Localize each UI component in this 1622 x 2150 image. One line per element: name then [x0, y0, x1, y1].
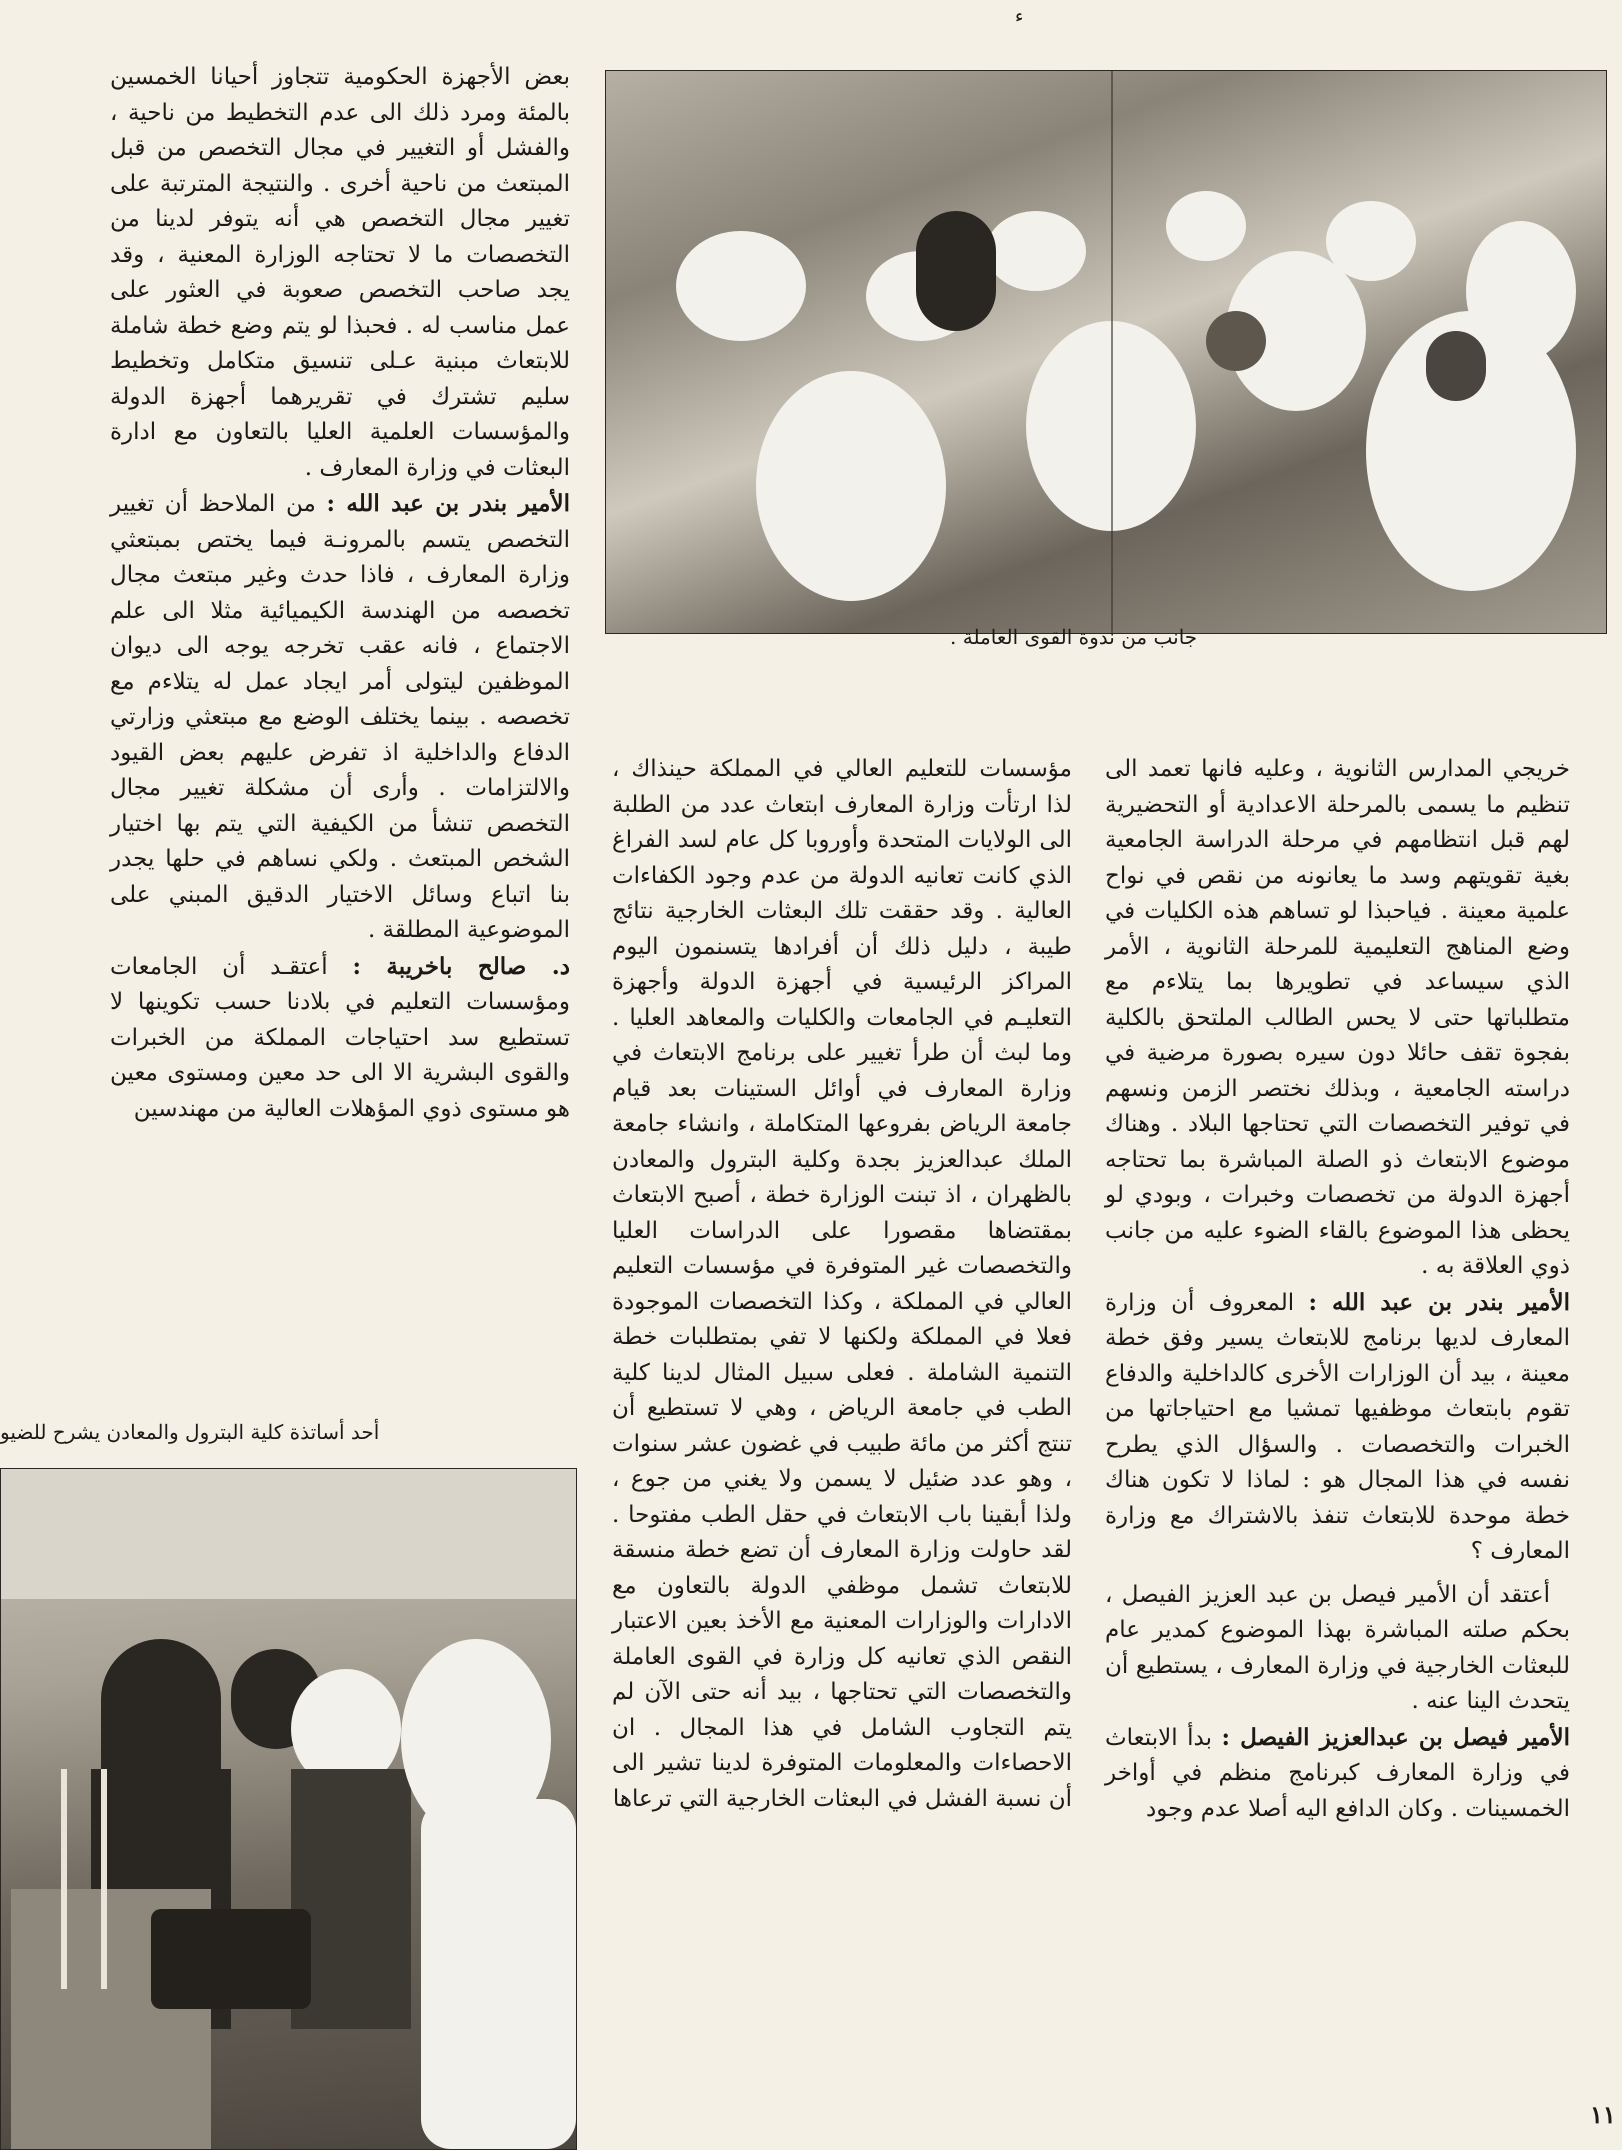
speech-text: بدأ الابتعاث في وزارة المعارف كبرنامج منظم في أواخر الخمسينات . وكان الدافع اليه أصلا عدم وجود	[1105, 1724, 1570, 1822]
lab-photo-caption: أحد أساتذة كلية البترول والمعادن يشرح للضيو	[0, 1420, 380, 1444]
article-column-middle	[612, 752, 1072, 1817]
speaker-name: الأمير بندر بن عبد الله :	[326, 490, 571, 517]
speech-text: أعتقـد أن الجامعات ومؤسسات التعليم في بلادنا حسب تكوينها لا تستطيع سد احتياجات المملكة من الخبرات والقوى البشرية الا الى حد معين ومستوى معين هو مستوى ذوي المؤهلات العالية من مهندسين	[110, 953, 570, 1122]
seminar-photo	[605, 70, 1607, 634]
speaker-paragraph	[1105, 1720, 1570, 1828]
speaker-name: د. صالح باخريبة :	[352, 952, 570, 980]
speaker-paragraph	[110, 486, 570, 949]
seminar-photo-caption: جانب من ندوة القوى العاملة .	[950, 625, 1198, 649]
speech-text: من الملاحظ أن تغيير التخصص يتسم بالمرونـة فيما يختص بمبتعثي وزارة المعارف ، فاذا حدث وغير مبتعث مجال تخصصه من الهندسة الكيميائية مثلا الى علم الاجتماع ، فانه عقب تخرجه يوجه الى ديوان الموظفين ليتولى أمر ايجاد عمل له يتلاءم مع تخصصه . بينما يختلف الوضع مع مبتعثي وزارتي الدفاع والداخلية اذ تفرض عليهم بعض القيود والالتزامات . وأرى أن مشكلة تغيير مجال التخصص تنشأ من الكيفية التي يتم بها اختيار الشخص المبتعث . ولكي نساهم في حلها يجدر بنا اتباع وسائل الاختيار الدقيق المبني على الموضوعية المطلقة .	[110, 491, 570, 943]
article-column-upper-left	[110, 60, 570, 1127]
lab-photo	[0, 1468, 577, 2150]
paragraph: أعتقد أن الأمير فيصل بن عبد العزيز الفيصل ، بحكم صلته المباشرة بهذا الموضوع كمدير عام للبعثات الخارجية في وزارة المعارف ، يستطيع أن يتحدث الينا عنه .	[1105, 1581, 1570, 1714]
page-number: ١١	[1590, 2100, 1616, 2129]
paragraph: خريجي المدارس الثانوية ، وعليه فانها تعمد الى تنظيم ما يسمى بالمرحلة الاعدادية أو التحضيرية لهم قبل انتظامهم في مرحلة الدراسة الجامعية بغية تقويتهم وسد ما يعانونه من نقص في نواح علمية معينة . فياحبذا لو تساهم هذه الكليات في وضع المناهج التعليمية للمرحلة الثانوية ، الأمر الذي سيساعد في تطويرها بما يتلاءم مع متطلباتها حتى لا يحس الطالب الملتحق بالكلية بفجوة تقف حائلا دون سيره بصورة مرضية في دراسته الجامعية ، وبذلك نختصر الزمن ونسهم في توفير التخصصات التي تحتاجها البلاد . وهناك موضوع الابتعاث ذو الصلة المباشرة بما تحتاجه أجهزة الدولة من تخصصات وخبرات ، وبودي لو يحظى هذا الموضوع بالقاء الضوء عليه من جانب ذوي العلاقة به .	[1105, 756, 1570, 1279]
article-column-right	[1105, 752, 1570, 1827]
paragraph: بعض الأجهزة الحكومية تتجاوز أحيانا الخمسين بالمئة ومرد ذلك الى عدم التخطيط من ناحية ، والفشل أو التغيير في مجال التخصص من قبل المبتعث من ناحية أخرى . والنتيجة المترتبة على تغيير مجال التخصص هي أنه يتوفر لدينا من التخصصات ما لا تحتاجه الوزارة المعنية ، وقد يجد صاحب التخصص صعوبة في العثور على عمل مناسب له . فحبذا لو يتم وضع خطة شاملة للابتعاث مبنية عـلى تنسيق متكامل وتخطيط سليم تشترك في تقريرهما أجهزة الدولة والمؤسسات العلمية العليا بالتعاون مع ادارة البعثات في وزارة المعارف .	[110, 64, 570, 481]
speaker-name: الأمير فيصل بن عبدالعزيز الفيصل :	[1221, 1723, 1570, 1751]
page-top-mark: ء	[1015, 6, 1024, 27]
speaker-name: الأمير بندر بن عبد الله :	[1308, 1288, 1571, 1316]
speaker-paragraph	[1105, 1285, 1570, 1570]
speaker-paragraph	[110, 949, 570, 1128]
speech-text: المعروف أن وزارة المعارف لديها برنامج للابتعاث يسير وفق خطة معينة ، بيد أن الوزارات الأخرى كالداخلية والدفاع تقوم بابتعاث موظفيها تمشيا مع احتياجاتها من الخبرات والتخصصات . والسؤال الذي يطرح نفسه في هذا المجال هو : لماذا لا تكون هناك خطة موحدة للابتعاث تنفذ بالاشتراك مع وزارة المعارف ؟	[1105, 1289, 1570, 1564]
paragraph: مؤسسات للتعليم العالي في المملكة حينذاك ، لذا ارتأت وزارة المعارف ابتعاث عدد من الطلبة الى الولايات المتحدة وأوروبا كل عام لسد الفراغ الذي كانت تعانيه الدولة من عدم وجود الكفاءات العالية . وقد حققت تلك البعثات الخارجية نتائج طيبة ، دليل ذلك أن أفرادها يتسنمون اليوم المراكز الرئيسية في أجهزة الدولة وأجهزة التعليـم في الجامعات والكليات والمعاهد العليا . وما لبث أن طرأ تغيير على برنامج الابتعاث في وزارة المعارف في أوائل الستينات بعد قيام جامعة الرياض بفروعها المتكاملة ، وانشاء جامعة الملك عبدالعزيز بجدة وكلية البترول والمعادن بالظهران ، اذ تبنت الوزارة خطة ، أصبح الابتعاث بمقتضاها مقصورا على الدراسات العليا والتخصصات غير المتوفرة في مؤسسات التعليم العالي في المملكة ، وكذا التخصصات الموجودة فعلا في المملكة ولكنها لا تفي بمتطلبات خطة التنمية الشاملة . فعلى سبيل المثال لدينا كلية الطب في جامعة الرياض ، وهي لا تستطيع أن تنتج أكثر من مائة طبيب في غضون عشر سنوات ، وهو عدد ضئيل لا يسمن ولا يغني من جوع ، ولذا أبقينا باب الابتعاث في حقل الطب مفتوحا . لقد حاولت وزارة المعارف أن تضع خطة منسقة للابتعاث تشمل موظفي الدولة بالتعاون مع الادارات والوزارات المعنية مع الأخذ بعين الاعتبار النقص الذي تعانيه كل وزارة في القوى العاملة والتخصصات التي تحتاجها ، بيد أنه حتى الآن لم يتم التجاوب الشامل في هذا المجال . ان الاحصاءات والمعلومات المتوفرة لدينا تشير الى أن نسبة الفشل في البعثات الخارجية التي ترعاها	[612, 756, 1072, 1812]
